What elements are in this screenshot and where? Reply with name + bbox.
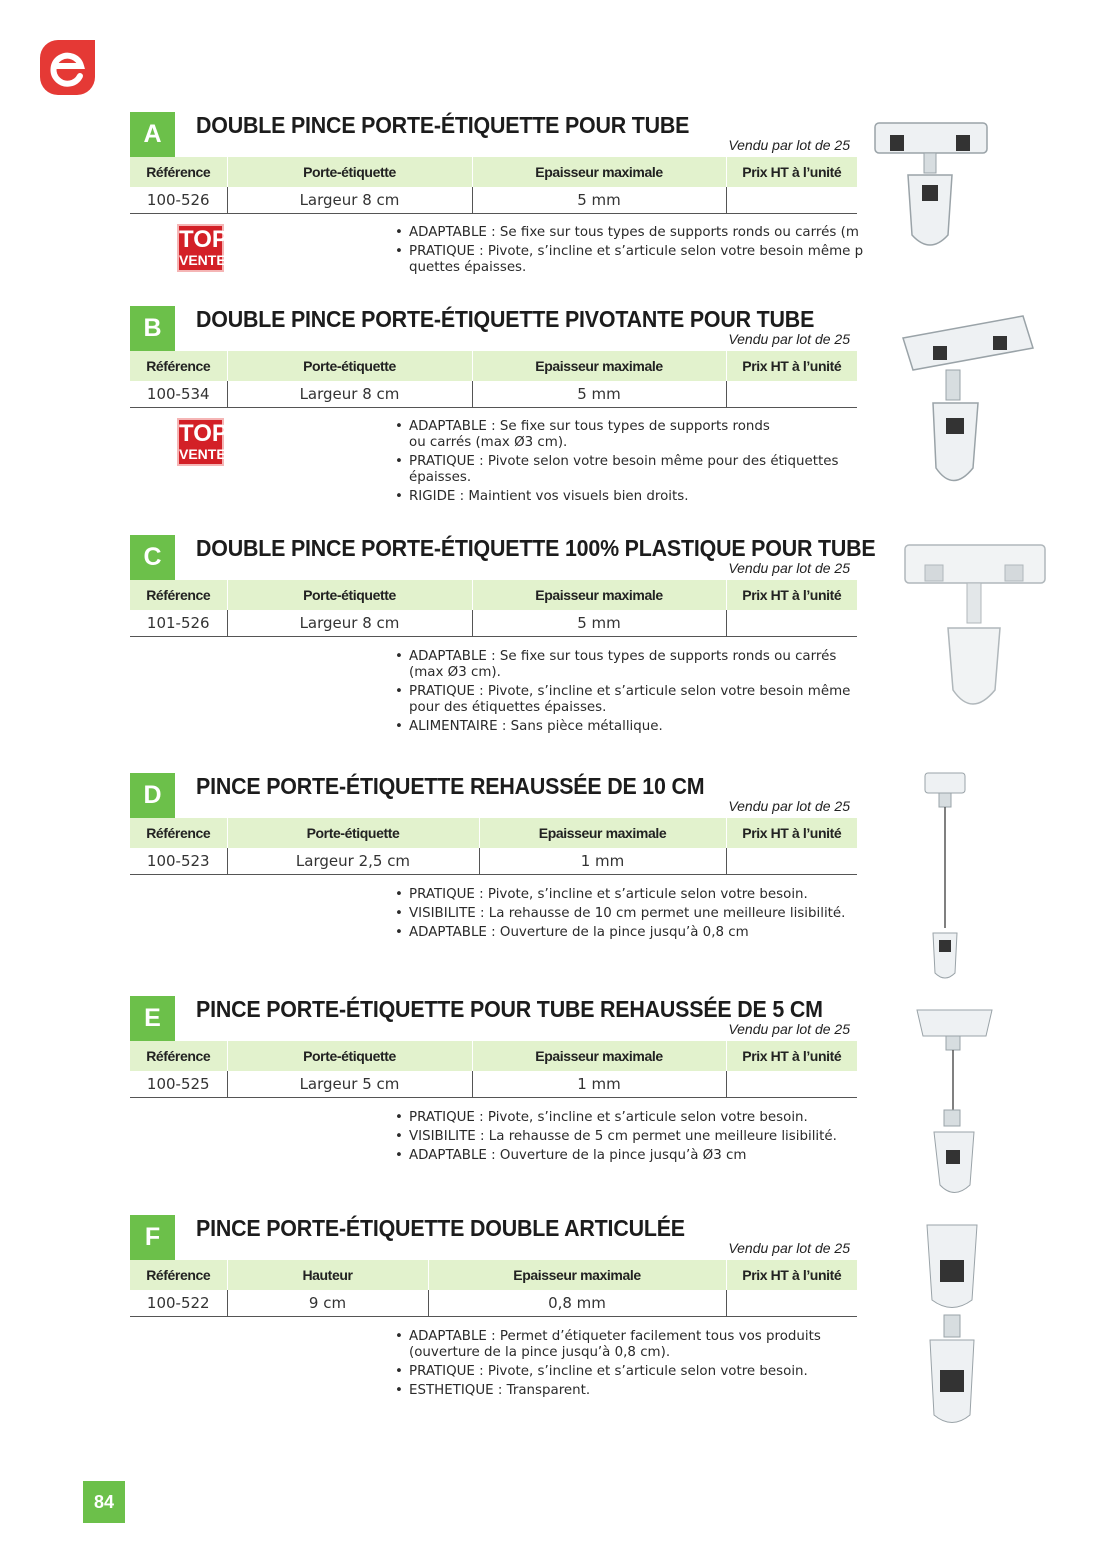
reference-cell: 100-523	[130, 848, 227, 874]
feature-item: • ALIMENTAIRE : Sans pièce métallique.	[395, 719, 900, 735]
col-header: Epaisseur maximale	[479, 818, 726, 848]
product-title: DOUBLE PINCE PORTE-ÉTIQUETTE PIVOTANTE POUR TUBE	[196, 306, 815, 332]
col-header: Epaisseur maximale	[472, 1041, 726, 1071]
label-holder-cell: Largeur 8 cm	[227, 187, 472, 213]
table-header-row	[130, 1041, 857, 1071]
section-letter: C	[130, 535, 175, 580]
col-header: Porte-étiquette	[227, 351, 472, 381]
feature-item: • ADAPTABLE : Ouverture de la pince jusqu’à Ø3 cm	[395, 1148, 900, 1164]
section-letter: A	[130, 112, 175, 157]
price-cell	[726, 610, 857, 636]
brand-logo	[40, 40, 95, 95]
price-cell	[726, 1290, 857, 1316]
product-image-double-clip-a	[870, 115, 995, 260]
top-vente-badge	[177, 224, 228, 272]
reference-cell: 100-534	[130, 381, 227, 407]
table-row	[130, 848, 857, 874]
feature-item: • ESTHETIQUE : Transparent.	[395, 1383, 900, 1399]
col-header: Référence	[130, 818, 227, 848]
col-header: Porte-étiquette	[227, 157, 472, 187]
table-row	[130, 1290, 857, 1316]
feature-item: • PRATIQUE : Pivote selon votre besoin même pour des étiquettes épaisses.	[395, 454, 900, 486]
badge-line-1: TOP	[179, 420, 228, 447]
spec-table	[130, 351, 857, 408]
feature-item: • VISIBILITE : La rehausse de 10 cm permet une meilleure lisibilité.	[395, 906, 900, 922]
label-holder-cell: Largeur 5 cm	[227, 1071, 472, 1097]
section-letter: E	[130, 996, 175, 1041]
product-section-e	[130, 996, 900, 1171]
page-number: 84	[83, 1481, 125, 1523]
max-thickness-cell: 5 mm	[472, 381, 726, 407]
max-thickness-cell: 0,8 mm	[428, 1290, 726, 1316]
feature-list	[395, 419, 900, 508]
feature-item: • PRATIQUE : Pivote, s’incline et s’articule selon votre besoin.	[395, 887, 900, 903]
price-cell	[726, 381, 857, 407]
lot-note: Vendu par lot de 25	[728, 137, 850, 153]
feature-item: • VISIBILITE : La rehausse de 5 cm permet une meilleure lisibilité.	[395, 1129, 900, 1145]
lot-note: Vendu par lot de 25	[728, 798, 850, 814]
feature-item: • ADAPTABLE : Se fixe sur tous types de supports ronds ou carrés (max Ø3 cm).	[395, 419, 900, 451]
table-row	[130, 381, 857, 407]
feature-item: • ADAPTABLE : Permet d’étiqueter facilement tous vos produits (ouverture de la pince jusqu’à 0,8 cm).	[395, 1329, 900, 1361]
feature-list	[395, 225, 867, 279]
section-letter: D	[130, 773, 175, 818]
product-section-d	[130, 773, 900, 948]
reference-cell: 100-522	[130, 1290, 227, 1316]
reference-cell: 100-526	[130, 187, 227, 213]
product-section-a	[130, 112, 900, 282]
max-thickness-cell: 5 mm	[472, 610, 726, 636]
reference-cell: 100-525	[130, 1071, 227, 1097]
col-header: Prix HT à l’unité	[726, 351, 857, 381]
table-header-row	[130, 1260, 857, 1290]
badge-line-1: TOP	[179, 226, 228, 253]
table-header-row	[130, 157, 857, 187]
price-cell	[726, 1071, 857, 1097]
product-title: PINCE PORTE-ÉTIQUETTE POUR TUBE REHAUSSÉE DE 5 CM	[196, 996, 823, 1022]
max-thickness-cell: 5 mm	[472, 187, 726, 213]
table-row	[130, 187, 857, 213]
badge-line-2: VENTE	[179, 252, 226, 268]
product-image-articulated-clip-f	[922, 1220, 982, 1430]
col-header: Porte-étiquette	[227, 1041, 472, 1071]
feature-item: • PRATIQUE : Pivote, s’incline et s’articule selon votre besoin même p quettes épaisses.	[395, 244, 867, 276]
product-section-b	[130, 306, 900, 504]
e-logo-icon	[40, 40, 95, 95]
feature-list	[395, 1329, 900, 1402]
col-header: Epaisseur maximale	[472, 351, 726, 381]
col-header: Porte-étiquette	[227, 580, 472, 610]
product-title: PINCE PORTE-ÉTIQUETTE REHAUSSÉE DE 10 CM	[196, 773, 705, 799]
lot-note: Vendu par lot de 25	[728, 560, 850, 576]
spec-table	[130, 157, 857, 214]
feature-item: • PRATIQUE : Pivote, s’incline et s’articule selon votre besoin.	[395, 1364, 900, 1380]
product-image-plastic-clip-c	[900, 540, 1050, 715]
max-thickness-cell: 1 mm	[472, 1071, 726, 1097]
feature-list	[395, 1110, 900, 1167]
reference-cell: 101-526	[130, 610, 227, 636]
product-title: PINCE PORTE-ÉTIQUETTE DOUBLE ARTICULÉE	[196, 1215, 685, 1241]
col-header: Prix HT à l’unité	[726, 1260, 857, 1290]
col-header: Référence	[130, 351, 227, 381]
lot-note: Vendu par lot de 25	[728, 331, 850, 347]
table-header-row	[130, 818, 857, 848]
col-header: Epaisseur maximale	[472, 157, 726, 187]
table-row	[130, 610, 857, 636]
feature-item: • ADAPTABLE : Ouverture de la pince jusqu’à 0,8 cm	[395, 925, 900, 941]
col-header: Référence	[130, 1260, 227, 1290]
col-header: Porte-étiquette	[227, 818, 479, 848]
spec-table	[130, 580, 857, 637]
lot-note: Vendu par lot de 25	[728, 1240, 850, 1256]
price-cell	[726, 848, 857, 874]
top-vente-badge	[177, 418, 228, 466]
product-title: DOUBLE PINCE PORTE-ÉTIQUETTE POUR TUBE	[196, 112, 690, 138]
product-image-pivot-clip-b	[898, 308, 1038, 493]
col-header: Prix HT à l’unité	[726, 157, 857, 187]
label-holder-cell: Largeur 8 cm	[227, 381, 472, 407]
lot-note: Vendu par lot de 25	[728, 1021, 850, 1037]
col-header: Prix HT à l’unité	[726, 580, 857, 610]
feature-item: • ADAPTABLE : Se fixe sur tous types de supports ronds ou carrés (max Ø3 cm).	[395, 649, 900, 681]
spec-table	[130, 1041, 857, 1098]
product-section-f	[130, 1215, 900, 1410]
feature-item: • RIGIDE : Maintient vos visuels bien droits.	[395, 489, 900, 505]
feature-list	[395, 887, 900, 944]
section-letter: B	[130, 306, 175, 351]
spec-table	[130, 1260, 857, 1317]
price-cell	[726, 187, 857, 213]
badge-line-2: VENTE	[179, 446, 226, 462]
col-header: Prix HT à l’unité	[726, 1041, 857, 1071]
product-section-c	[130, 535, 900, 745]
col-header: Epaisseur maximale	[428, 1260, 726, 1290]
label-holder-cell: Largeur 2,5 cm	[227, 848, 479, 874]
section-letter: F	[130, 1215, 175, 1260]
col-header: Hauteur	[227, 1260, 428, 1290]
table-header-row	[130, 351, 857, 381]
col-header: Epaisseur maximale	[472, 580, 726, 610]
feature-list	[395, 649, 900, 738]
max-thickness-cell: 1 mm	[479, 848, 726, 874]
col-header: Prix HT à l’unité	[726, 818, 857, 848]
feature-item: • ADAPTABLE : Se fixe sur tous types de supports ronds ou carrés (m	[395, 225, 867, 241]
product-title: DOUBLE PINCE PORTE-ÉTIQUETTE 100% PLASTIQUE POUR TUBE	[196, 535, 876, 561]
label-holder-cell: Largeur 8 cm	[227, 610, 472, 636]
spec-table	[130, 818, 857, 875]
product-image-raised-clip-d	[915, 768, 975, 983]
table-row	[130, 1071, 857, 1097]
height-cell: 9 cm	[227, 1290, 428, 1316]
col-header: Référence	[130, 1041, 227, 1071]
feature-item: • PRATIQUE : Pivote, s’incline et s’articule selon votre besoin.	[395, 1110, 900, 1126]
table-header-row	[130, 580, 857, 610]
col-header: Référence	[130, 580, 227, 610]
product-image-raised-tube-clip-e	[912, 1000, 997, 1200]
col-header: Référence	[130, 157, 227, 187]
feature-item: • PRATIQUE : Pivote, s’incline et s’articule selon votre besoin même pour des étiquettes épaisses.	[395, 684, 900, 716]
